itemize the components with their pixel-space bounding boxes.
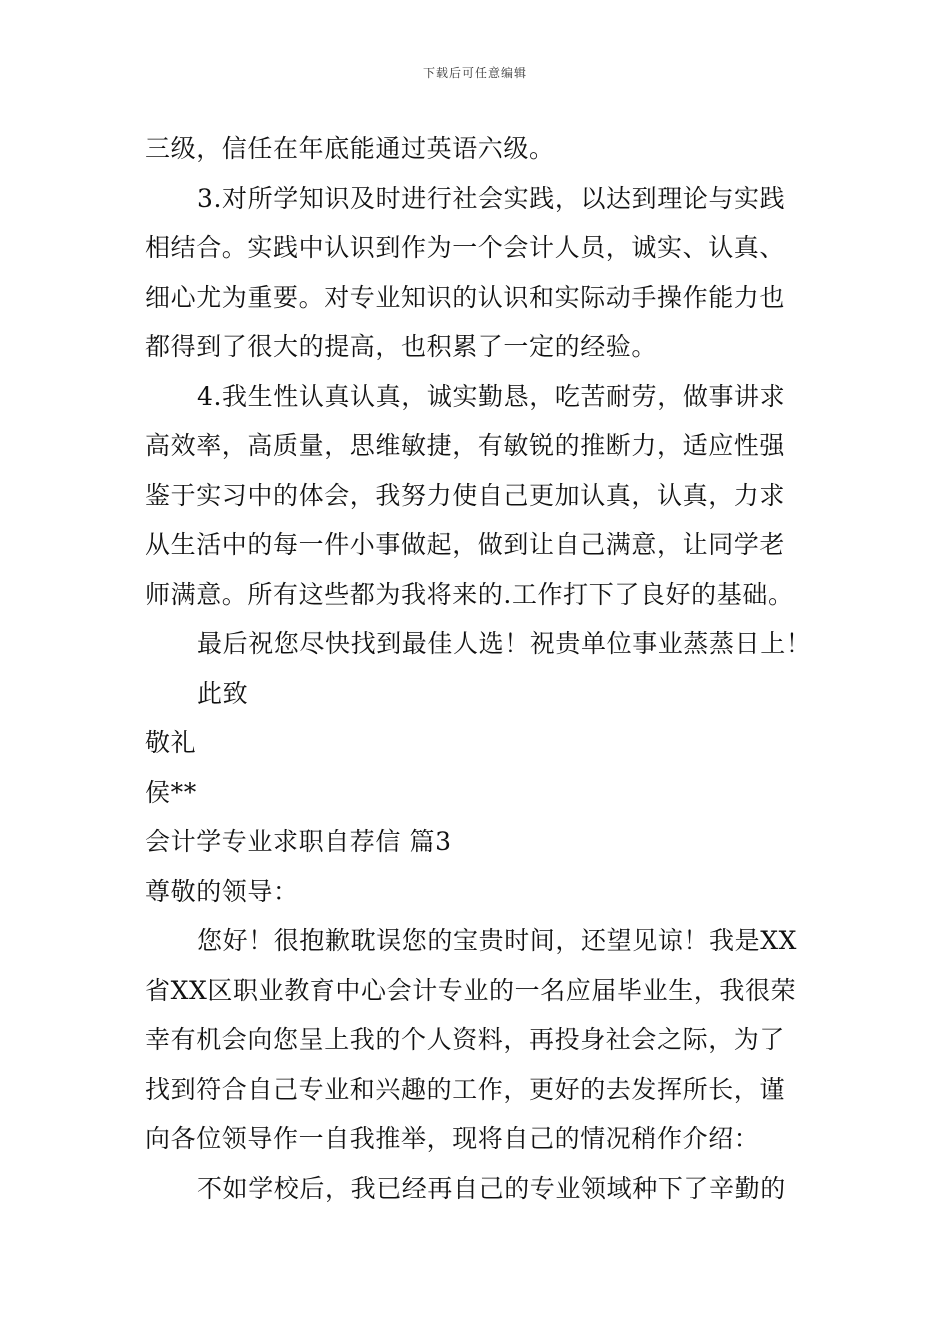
text-line: 鉴于实习中的体会，我努力使自己更加认真，认真，力求 — [145, 480, 786, 510]
text-line: 相结合。实践中认识到作为一个会计人员，诚实、认真、 — [145, 233, 786, 262]
greeting: 尊敬的领导： — [145, 876, 299, 906]
text-line: 向各位领导作一自我推举，现将自己的情况稍作介绍： — [145, 1124, 760, 1153]
text-line: 师满意。所有这些都为我将来的.工作打下了良好的基础。 — [145, 579, 794, 609]
paragraph-4-line: 4.我生性认真认真，诚实勤恳，吃苦耐劳，做事讲求 — [197, 381, 786, 411]
intro-paragraph-line: 您好！很抱歉耽误您的宝贵时间，还望见谅！我是XX — [197, 926, 797, 955]
text-line: 省XX区职业教育中心会计专业的一名应届毕业生，我很荣 — [145, 975, 797, 1005]
text-line: 幸有机会向您呈上我的个人资料，再投身社会之际，为了 — [145, 1025, 786, 1054]
text-line: 细心尤为重要。对专业知识的认识和实际动手操作能力也 — [145, 282, 786, 312]
text-line: 都得到了很大的提高，也积累了一定的经验。 — [145, 332, 658, 361]
page-header-note: 下载后可任意编辑 — [422, 66, 527, 80]
salutation-cizhi: 此致 — [197, 678, 249, 708]
paragraph-3-line: 3.对所学知识及时进行社会实践，以达到理论与实践 — [197, 183, 786, 213]
text-line: 找到符合自己专业和兴趣的工作，更好的去发挥所长，谨 — [145, 1074, 786, 1104]
text-line: 三级，信任在年底能通过英语六级。 — [145, 134, 555, 163]
signature: 侯** — [145, 777, 197, 807]
salutation-jingli: 敬礼 — [145, 728, 197, 757]
closing-wish: 最后祝您尽快找到最佳人选！祝贵单位事业蒸蒸日上！ — [197, 629, 812, 658]
final-paragraph-line: 不如学校后，我已经再自己的专业领域种下了辛勤的 — [197, 1173, 786, 1203]
document-body — [145, 124, 810, 1213]
text-line: 高效率，高质量，思维敏捷，有敏锐的推断力，适应性强 — [145, 431, 786, 460]
text-line: 从生活中的每一件小事做起，做到让自己满意，让同学老 — [145, 530, 786, 559]
section-title: 会计学专业求职自荐信 篇3 — [145, 827, 452, 856]
